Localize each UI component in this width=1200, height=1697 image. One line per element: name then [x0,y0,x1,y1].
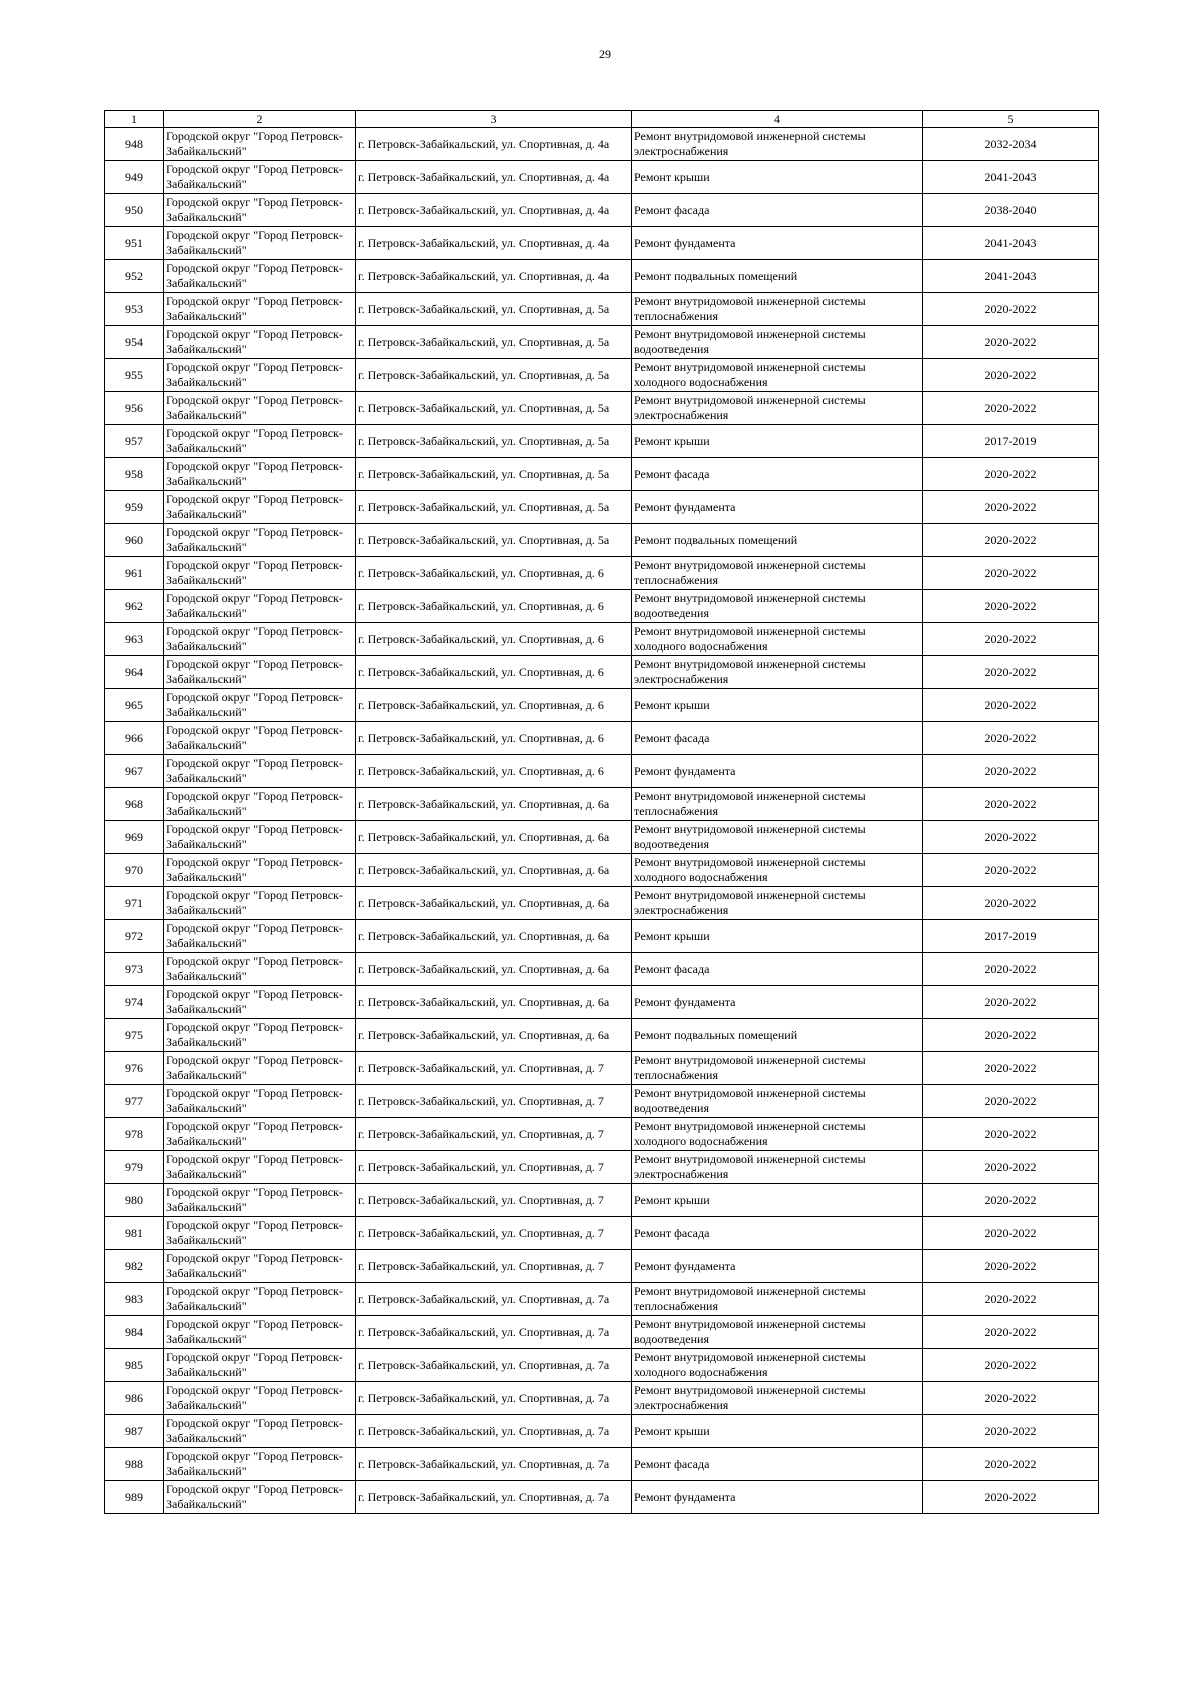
address-cell: г. Петровск-Забайкальский, ул. Спортивная, д. 7а [356,1316,632,1349]
municipality-cell: Городской округ "Город Петровск-Забайкальский" [164,1217,356,1250]
work-type-cell: Ремонт внутридомовой инженерной системы холодного водоснабжения [632,359,923,392]
row-number-cell: 982 [105,1250,164,1283]
municipality-cell: Городской округ "Город Петровск-Забайкальский" [164,194,356,227]
municipality-cell: Городской округ "Город Петровск-Забайкальский" [164,458,356,491]
table-row [105,821,1099,854]
municipality-cell: Городской округ "Город Петровск-Забайкальский" [164,524,356,557]
period-cell: 2020-2022 [923,1118,1099,1151]
row-number-cell: 984 [105,1316,164,1349]
column-header-4: 4 [632,111,923,128]
table-row [105,1019,1099,1052]
row-number-cell: 949 [105,161,164,194]
address-cell: г. Петровск-Забайкальский, ул. Спортивная, д. 6 [356,689,632,722]
period-cell: 2020-2022 [923,1085,1099,1118]
address-cell: г. Петровск-Забайкальский, ул. Спортивная, д. 7 [356,1184,632,1217]
table-row [105,1250,1099,1283]
table-row [105,326,1099,359]
municipality-cell: Городской округ "Город Петровск-Забайкальский" [164,1085,356,1118]
work-type-cell: Ремонт внутридомовой инженерной системы электроснабжения [632,1151,923,1184]
work-type-cell: Ремонт внутридомовой инженерной системы водоотведения [632,1316,923,1349]
period-cell: 2020-2022 [923,1151,1099,1184]
work-type-cell: Ремонт внутридомовой инженерной системы водоотведения [632,326,923,359]
row-number-cell: 972 [105,920,164,953]
row-number-cell: 961 [105,557,164,590]
municipality-cell: Городской округ "Город Петровск-Забайкальский" [164,722,356,755]
table-row [105,194,1099,227]
period-cell: 2020-2022 [923,821,1099,854]
municipality-cell: Городской округ "Город Петровск-Забайкальский" [164,1052,356,1085]
row-number-cell: 963 [105,623,164,656]
address-cell: г. Петровск-Забайкальский, ул. Спортивная, д. 6а [356,788,632,821]
period-cell: 2020-2022 [923,1382,1099,1415]
table-row [105,1118,1099,1151]
header-row [105,111,1099,128]
row-number-cell: 977 [105,1085,164,1118]
table-row [105,293,1099,326]
table-row [105,392,1099,425]
municipality-cell: Городской округ "Город Петровск-Забайкальский" [164,623,356,656]
column-header-1: 1 [105,111,164,128]
work-type-cell: Ремонт внутридомовой инженерной системы электроснабжения [632,392,923,425]
table-row [105,524,1099,557]
municipality-cell: Городской округ "Город Петровск-Забайкальский" [164,392,356,425]
period-cell: 2020-2022 [923,557,1099,590]
municipality-cell: Городской округ "Город Петровск-Забайкальский" [164,557,356,590]
table-row [105,722,1099,755]
address-cell: г. Петровск-Забайкальский, ул. Спортивная, д. 6 [356,656,632,689]
municipality-cell: Городской округ "Город Петровск-Забайкальский" [164,293,356,326]
address-cell: г. Петровск-Забайкальский, ул. Спортивная, д. 7 [356,1151,632,1184]
row-number-cell: 964 [105,656,164,689]
address-cell: г. Петровск-Забайкальский, ул. Спортивная, д. 5а [356,425,632,458]
row-number-cell: 989 [105,1481,164,1514]
municipality-cell: Городской округ "Город Петровск-Забайкальский" [164,425,356,458]
row-number-cell: 978 [105,1118,164,1151]
municipality-cell: Городской округ "Город Петровск-Забайкальский" [164,1184,356,1217]
period-cell: 2020-2022 [923,1283,1099,1316]
period-cell: 2020-2022 [923,1184,1099,1217]
municipality-cell: Городской округ "Город Петровск-Забайкальский" [164,491,356,524]
address-cell: г. Петровск-Забайкальский, ул. Спортивная, д. 6а [356,1019,632,1052]
row-number-cell: 986 [105,1382,164,1415]
address-cell: г. Петровск-Забайкальский, ул. Спортивная, д. 4а [356,194,632,227]
work-type-cell: Ремонт фундамента [632,1250,923,1283]
table-row [105,458,1099,491]
work-type-cell: Ремонт внутридомовой инженерной системы электроснабжения [632,887,923,920]
work-type-cell: Ремонт фасада [632,194,923,227]
address-cell: г. Петровск-Забайкальский, ул. Спортивная, д. 5а [356,458,632,491]
address-cell: г. Петровск-Забайкальский, ул. Спортивная, д. 5а [356,392,632,425]
municipality-cell: Городской округ "Город Петровск-Забайкальский" [164,260,356,293]
address-cell: г. Петровск-Забайкальский, ул. Спортивная, д. 7 [356,1250,632,1283]
row-number-cell: 969 [105,821,164,854]
table-row [105,1316,1099,1349]
period-cell: 2041-2043 [923,227,1099,260]
period-cell: 2032-2034 [923,128,1099,161]
work-type-cell: Ремонт внутридомовой инженерной системы холодного водоснабжения [632,854,923,887]
municipality-cell: Городской округ "Город Петровск-Забайкальский" [164,161,356,194]
row-number-cell: 970 [105,854,164,887]
municipality-cell: Городской округ "Город Петровск-Забайкальский" [164,1250,356,1283]
row-number-cell: 951 [105,227,164,260]
address-cell: г. Петровск-Забайкальский, ул. Спортивная, д. 7а [356,1481,632,1514]
address-cell: г. Петровск-Забайкальский, ул. Спортивная, д. 7а [356,1448,632,1481]
table-row [105,1415,1099,1448]
address-cell: г. Петровск-Забайкальский, ул. Спортивная, д. 7а [356,1349,632,1382]
period-cell: 2020-2022 [923,854,1099,887]
work-type-cell: Ремонт фундамента [632,1481,923,1514]
row-number-cell: 962 [105,590,164,623]
table-row [105,623,1099,656]
table-row [105,854,1099,887]
municipality-cell: Городской округ "Город Петровск-Забайкальский" [164,1283,356,1316]
table-row [105,590,1099,623]
address-cell: г. Петровск-Забайкальский, ул. Спортивная, д. 7 [356,1217,632,1250]
row-number-cell: 950 [105,194,164,227]
municipality-cell: Городской округ "Город Петровск-Забайкальский" [164,1019,356,1052]
work-type-cell: Ремонт фасада [632,953,923,986]
period-cell: 2020-2022 [923,887,1099,920]
table-row [105,1151,1099,1184]
work-type-cell: Ремонт фасада [632,722,923,755]
address-cell: г. Петровск-Забайкальский, ул. Спортивная, д. 7 [356,1118,632,1151]
period-cell: 2020-2022 [923,491,1099,524]
municipality-cell: Городской округ "Город Петровск-Забайкальский" [164,1349,356,1382]
work-type-cell: Ремонт внутридомовой инженерной системы водоотведения [632,821,923,854]
row-number-cell: 981 [105,1217,164,1250]
table-body [105,128,1099,1514]
repair-schedule-table [104,110,1099,1514]
table-row [105,359,1099,392]
municipality-cell: Городской округ "Город Петровск-Забайкальский" [164,920,356,953]
row-number-cell: 985 [105,1349,164,1382]
period-cell: 2020-2022 [923,722,1099,755]
row-number-cell: 952 [105,260,164,293]
period-cell: 2017-2019 [923,425,1099,458]
table-row [105,1217,1099,1250]
work-type-cell: Ремонт фундамента [632,986,923,1019]
table-row [105,425,1099,458]
table-row [105,557,1099,590]
table-row [105,1448,1099,1481]
period-cell: 2020-2022 [923,656,1099,689]
work-type-cell: Ремонт подвальных помещений [632,260,923,293]
row-number-cell: 955 [105,359,164,392]
address-cell: г. Петровск-Забайкальский, ул. Спортивная, д. 6а [356,953,632,986]
work-type-cell: Ремонт внутридомовой инженерной системы водоотведения [632,1085,923,1118]
address-cell: г. Петровск-Забайкальский, ул. Спортивная, д. 4а [356,128,632,161]
row-number-cell: 980 [105,1184,164,1217]
work-type-cell: Ремонт крыши [632,161,923,194]
municipality-cell: Городской округ "Город Петровск-Забайкальский" [164,689,356,722]
municipality-cell: Городской округ "Город Петровск-Забайкальский" [164,821,356,854]
period-cell: 2020-2022 [923,590,1099,623]
column-header-5: 5 [923,111,1099,128]
row-number-cell: 987 [105,1415,164,1448]
table-row [105,920,1099,953]
address-cell: г. Петровск-Забайкальский, ул. Спортивная, д. 5а [356,326,632,359]
table-row [105,656,1099,689]
address-cell: г. Петровск-Забайкальский, ул. Спортивная, д. 5а [356,524,632,557]
period-cell: 2020-2022 [923,953,1099,986]
table-row [105,1052,1099,1085]
municipality-cell: Городской округ "Город Петровск-Забайкальский" [164,953,356,986]
municipality-cell: Городской округ "Город Петровск-Забайкальский" [164,755,356,788]
work-type-cell: Ремонт внутридомовой инженерной системы холодного водоснабжения [632,623,923,656]
row-number-cell: 956 [105,392,164,425]
row-number-cell: 979 [105,1151,164,1184]
column-header-2: 2 [164,111,356,128]
row-number-cell: 965 [105,689,164,722]
row-number-cell: 983 [105,1283,164,1316]
table-row [105,128,1099,161]
period-cell: 2020-2022 [923,1316,1099,1349]
municipality-cell: Городской округ "Город Петровск-Забайкальский" [164,1382,356,1415]
table-row [105,161,1099,194]
period-cell: 2020-2022 [923,1448,1099,1481]
page-number: 29 [599,47,611,61]
period-cell: 2041-2043 [923,260,1099,293]
row-number-cell: 974 [105,986,164,1019]
municipality-cell: Городской округ "Город Петровск-Забайкальский" [164,227,356,260]
row-number-cell: 954 [105,326,164,359]
work-type-cell: Ремонт подвальных помещений [632,1019,923,1052]
address-cell: г. Петровск-Забайкальский, ул. Спортивная, д. 6 [356,623,632,656]
row-number-cell: 975 [105,1019,164,1052]
row-number-cell: 959 [105,491,164,524]
table-row [105,953,1099,986]
municipality-cell: Городской округ "Город Петровск-Забайкальский" [164,1151,356,1184]
address-cell: г. Петровск-Забайкальский, ул. Спортивная, д. 6 [356,590,632,623]
work-type-cell: Ремонт внутридомовой инженерной системы теплоснабжения [632,788,923,821]
row-number-cell: 966 [105,722,164,755]
municipality-cell: Городской округ "Город Петровск-Забайкальский" [164,1118,356,1151]
period-cell: 2020-2022 [923,1481,1099,1514]
row-number-cell: 971 [105,887,164,920]
municipality-cell: Городской округ "Город Петровск-Забайкальский" [164,128,356,161]
work-type-cell: Ремонт крыши [632,1415,923,1448]
work-type-cell: Ремонт внутридомовой инженерной системы электроснабжения [632,656,923,689]
period-cell: 2020-2022 [923,458,1099,491]
period-cell: 2020-2022 [923,1349,1099,1382]
period-cell: 2020-2022 [923,326,1099,359]
municipality-cell: Городской округ "Город Петровск-Забайкальский" [164,1448,356,1481]
work-type-cell: Ремонт крыши [632,920,923,953]
period-cell: 2020-2022 [923,359,1099,392]
row-number-cell: 968 [105,788,164,821]
work-type-cell: Ремонт внутридомовой инженерной системы теплоснабжения [632,1283,923,1316]
municipality-cell: Городской округ "Город Петровск-Забайкальский" [164,1481,356,1514]
work-type-cell: Ремонт внутридомовой инженерной системы теплоснабжения [632,557,923,590]
work-type-cell: Ремонт внутридомовой инженерной системы холодного водоснабжения [632,1118,923,1151]
municipality-cell: Городской округ "Город Петровск-Забайкальский" [164,590,356,623]
work-type-cell: Ремонт внутридомовой инженерной системы электроснабжения [632,128,923,161]
address-cell: г. Петровск-Забайкальский, ул. Спортивная, д. 6 [356,722,632,755]
row-number-cell: 973 [105,953,164,986]
work-type-cell: Ремонт фасада [632,1448,923,1481]
period-cell: 2038-2040 [923,194,1099,227]
address-cell: г. Петровск-Забайкальский, ул. Спортивная, д. 5а [356,359,632,392]
table-row [105,1085,1099,1118]
table-row [105,887,1099,920]
row-number-cell: 967 [105,755,164,788]
table-row [105,1349,1099,1382]
period-cell: 2020-2022 [923,293,1099,326]
municipality-cell: Городской округ "Город Петровск-Забайкальский" [164,1316,356,1349]
row-number-cell: 948 [105,128,164,161]
table-row [105,1382,1099,1415]
work-type-cell: Ремонт внутридомовой инженерной системы теплоснабжения [632,293,923,326]
address-cell: г. Петровск-Забайкальский, ул. Спортивная, д. 6а [356,821,632,854]
table-header [105,111,1099,128]
period-cell: 2020-2022 [923,524,1099,557]
address-cell: г. Петровск-Забайкальский, ул. Спортивная, д. 6 [356,755,632,788]
address-cell: г. Петровск-Забайкальский, ул. Спортивная, д. 4а [356,260,632,293]
row-number-cell: 957 [105,425,164,458]
period-cell: 2017-2019 [923,920,1099,953]
address-cell: г. Петровск-Забайкальский, ул. Спортивная, д. 7а [356,1283,632,1316]
row-number-cell: 953 [105,293,164,326]
work-type-cell: Ремонт внутридомовой инженерной системы электроснабжения [632,1382,923,1415]
municipality-cell: Городской округ "Город Петровск-Забайкальский" [164,359,356,392]
period-cell: 2020-2022 [923,1052,1099,1085]
row-number-cell: 988 [105,1448,164,1481]
table-row [105,689,1099,722]
address-cell: г. Петровск-Забайкальский, ул. Спортивная, д. 5а [356,293,632,326]
work-type-cell: Ремонт фасада [632,1217,923,1250]
period-cell: 2020-2022 [923,1415,1099,1448]
table-row [105,1481,1099,1514]
work-type-cell: Ремонт крыши [632,1184,923,1217]
address-cell: г. Петровск-Забайкальский, ул. Спортивная, д. 7а [356,1415,632,1448]
work-type-cell: Ремонт фасада [632,458,923,491]
period-cell: 2041-2043 [923,161,1099,194]
address-cell: г. Петровск-Забайкальский, ул. Спортивная, д. 6 [356,557,632,590]
period-cell: 2020-2022 [923,788,1099,821]
address-cell: г. Петровск-Забайкальский, ул. Спортивная, д. 6а [356,887,632,920]
period-cell: 2020-2022 [923,392,1099,425]
address-cell: г. Петровск-Забайкальский, ул. Спортивная, д. 4а [356,227,632,260]
work-type-cell: Ремонт внутридомовой инженерной системы холодного водоснабжения [632,1349,923,1382]
table-row [105,491,1099,524]
address-cell: г. Петровск-Забайкальский, ул. Спортивная, д. 5а [356,491,632,524]
table-row [105,260,1099,293]
table-row [105,788,1099,821]
address-cell: г. Петровск-Забайкальский, ул. Спортивная, д. 7 [356,1052,632,1085]
municipality-cell: Городской округ "Город Петровск-Забайкальский" [164,326,356,359]
municipality-cell: Городской округ "Город Петровск-Забайкальский" [164,656,356,689]
row-number-cell: 960 [105,524,164,557]
period-cell: 2020-2022 [923,1250,1099,1283]
work-type-cell: Ремонт внутридомовой инженерной системы водоотведения [632,590,923,623]
period-cell: 2020-2022 [923,623,1099,656]
address-cell: г. Петровск-Забайкальский, ул. Спортивная, д. 7 [356,1085,632,1118]
period-cell: 2020-2022 [923,689,1099,722]
table-row [105,986,1099,1019]
period-cell: 2020-2022 [923,755,1099,788]
address-cell: г. Петровск-Забайкальский, ул. Спортивная, д. 6а [356,920,632,953]
address-cell: г. Петровск-Забайкальский, ул. Спортивная, д. 7а [356,1382,632,1415]
work-type-cell: Ремонт фундамента [632,227,923,260]
table-row [105,755,1099,788]
address-cell: г. Петровск-Забайкальский, ул. Спортивная, д. 6а [356,986,632,1019]
period-cell: 2020-2022 [923,1019,1099,1052]
column-header-3: 3 [356,111,632,128]
municipality-cell: Городской округ "Город Петровск-Забайкальский" [164,986,356,1019]
municipality-cell: Городской округ "Город Петровск-Забайкальский" [164,887,356,920]
municipality-cell: Городской округ "Город Петровск-Забайкальский" [164,1415,356,1448]
row-number-cell: 958 [105,458,164,491]
work-type-cell: Ремонт крыши [632,689,923,722]
work-type-cell: Ремонт фундамента [632,491,923,524]
period-cell: 2020-2022 [923,986,1099,1019]
address-cell: г. Петровск-Забайкальский, ул. Спортивная, д. 6а [356,854,632,887]
work-type-cell: Ремонт крыши [632,425,923,458]
address-cell: г. Петровск-Забайкальский, ул. Спортивная, д. 4а [356,161,632,194]
table-row [105,1184,1099,1217]
work-type-cell: Ремонт подвальных помещений [632,524,923,557]
municipality-cell: Городской округ "Город Петровск-Забайкальский" [164,854,356,887]
period-cell: 2020-2022 [923,1217,1099,1250]
municipality-cell: Городской округ "Город Петровск-Забайкальский" [164,788,356,821]
work-type-cell: Ремонт фундамента [632,755,923,788]
row-number-cell: 976 [105,1052,164,1085]
table-row [105,1283,1099,1316]
work-type-cell: Ремонт внутридомовой инженерной системы теплоснабжения [632,1052,923,1085]
table-row [105,227,1099,260]
